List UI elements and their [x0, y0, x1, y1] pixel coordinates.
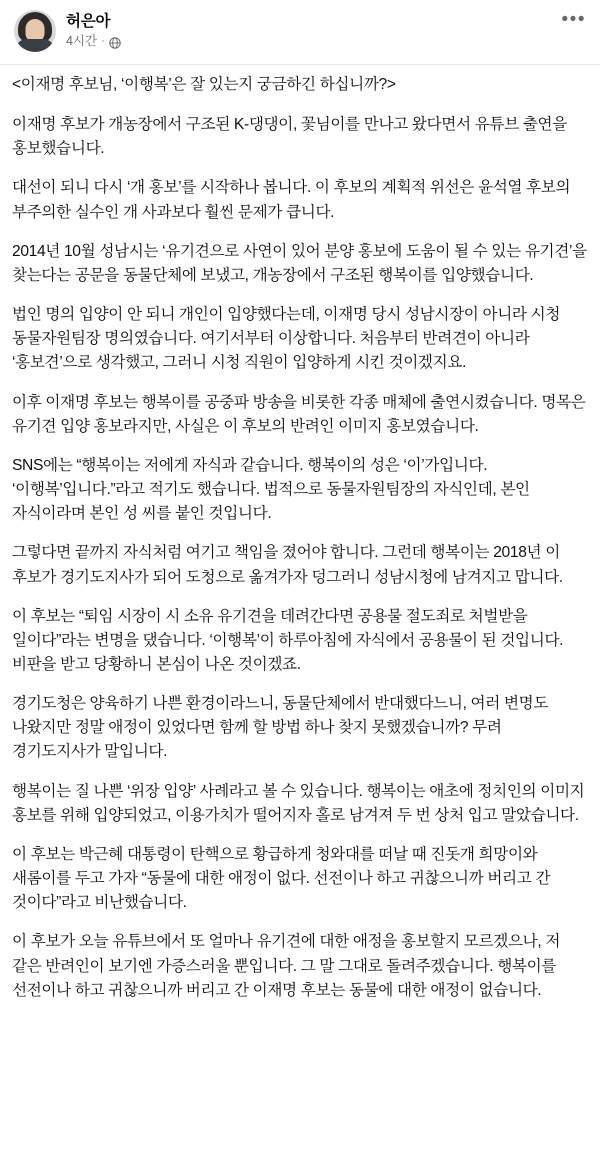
post-paragraph: 경기도청은 양육하기 나쁜 환경이라느니, 동물단체에서 반대했다느니, 여러 변명도 나왔지만 정말 애정이 있었다면 함께 할 방법 하나 찾지 못했겠습니까? 무려 경기도지사가 말입니다. [12, 695, 549, 761]
post-paragraph: 이 후보가 오늘 유튜브에서 또 얼마나 유기견에 대한 애정을 홍보할지 모르겠으나, 저 같은 반려인이 보기엔 가증스러울 뿐입니다. 그 말 그대로 돌려주겠습니다. 행복이를 선전이나 하고 귀찮으니까 버리고 간 이재명 후보는 동물에 대한 애정이 없습니다. [12, 933, 561, 999]
post-paragraph: SNS에는 “행복이는 저에게 자식과 같습니다. 행복이의 성은 ‘이’가입니다. ‘이행복’입니다.”라고 적기도 했습니다. 법적으로 동물자원팀장의 자식인데, 본인 자식이라며 본인 성 씨를 붙인 것입니다. [12, 456, 530, 523]
post-paragraph: 이 후보는 “퇴임 시장이 시 소유 유기견을 데려간다면 공용물 절도죄로 처벌받을 일이다”라는 변명을 댔습니다. ‘이행복’이 하루아침에 자식에서 공용물이 된 것입니다. 비판을 받고 당황하니 본심이 나온 것이겠죠. [12, 607, 564, 673]
post-paragraph: 이 후보는 박근혜 대통령이 탄핵으로 황급하게 청와대를 떠날 때 진돗개 희망이와 새롬이를 두고 가자 “동물에 대한 애정이 없다. 선전이나 하고 귀찮으니까 버리고 간 것이다”라고 비난했습니다. [12, 845, 551, 912]
post-paragraph: 대선이 되니 다시 ‘개 홍보’를 시작하나 봅니다. 이 후보의 계획적 위선은 윤석열 후보의 부주의한 실수인 개 사과보다 훨씬 문제가 큽니다. [12, 179, 571, 221]
post-paragraph: 행복이는 질 나쁜 ‘위장 입양’ 사례라고 볼 수 있습니다. 행복이는 애초에 정치인의 이미지 홍보를 위해 입양되었고, 이용가치가 떨어지자 홀로 남겨져 두 번 상처 입고 말았습니다. [12, 782, 585, 824]
globe-icon [109, 37, 121, 49]
post-meta [66, 34, 121, 49]
post-author-name[interactable]: 허은아 [66, 13, 111, 30]
meta-separator: · [101, 35, 105, 47]
post-paragraph: 이후 이재명 후보는 행복이를 공중파 방송을 비롯한 각종 매체에 출연시켰습니다. 명목은 유기견 입양 홍보라지만, 사실은 이 후보의 반려인 이미지 홍보였습니다. [12, 393, 586, 435]
avatar-body [15, 39, 55, 52]
post-paragraph: <이재명 후보님, ‘이행복’은 잘 있는지 궁금하긴 하십니까?> [12, 76, 396, 93]
avatar[interactable] [14, 10, 56, 52]
post-body [0, 65, 600, 1015]
post-header-text [66, 10, 121, 49]
post-paragraph: 이재명 후보가 개농장에서 구조된 K-댕댕이, 꽃님이를 만나고 왔다면서 유튜브 출연을 홍보했습니다. [12, 116, 567, 158]
post-paragraph: 그렇다면 끝까지 자식처럼 여기고 책임을 졌어야 합니다. 그런데 행복이는 2018년 이 후보가 경기도지사가 되어 도청으로 옮겨가자 덩그러니 성남시청에 남겨지고 맙니다. [12, 544, 563, 586]
post-paragraph: 2014년 10월 성남시는 ‘유기견으로 사연이 있어 분양 홍보에 도움이 될 수 있는 유기견’을 찾는다는 공문을 동물단체에 보냈고, 개농장에서 구조된 행복이를 입양했습니다. [12, 242, 587, 284]
more-options-icon[interactable]: ••• [561, 9, 586, 30]
post-header [0, 0, 600, 58]
post-timestamp[interactable]: 4시간 [66, 34, 98, 48]
post-paragraph: 법인 명의 입양이 안 되니 개인이 입양했다는데, 이재명 당시 성남시장이 아니라 시청 동물자원팀장 명의였습니다. 여기서부터 이상합니다. 처음부터 반려견이 아니라 ‘홍보견’으로 생각했고, 그러니 시청 직원이 입양하게 시킨 것이겠지요. [12, 306, 561, 372]
